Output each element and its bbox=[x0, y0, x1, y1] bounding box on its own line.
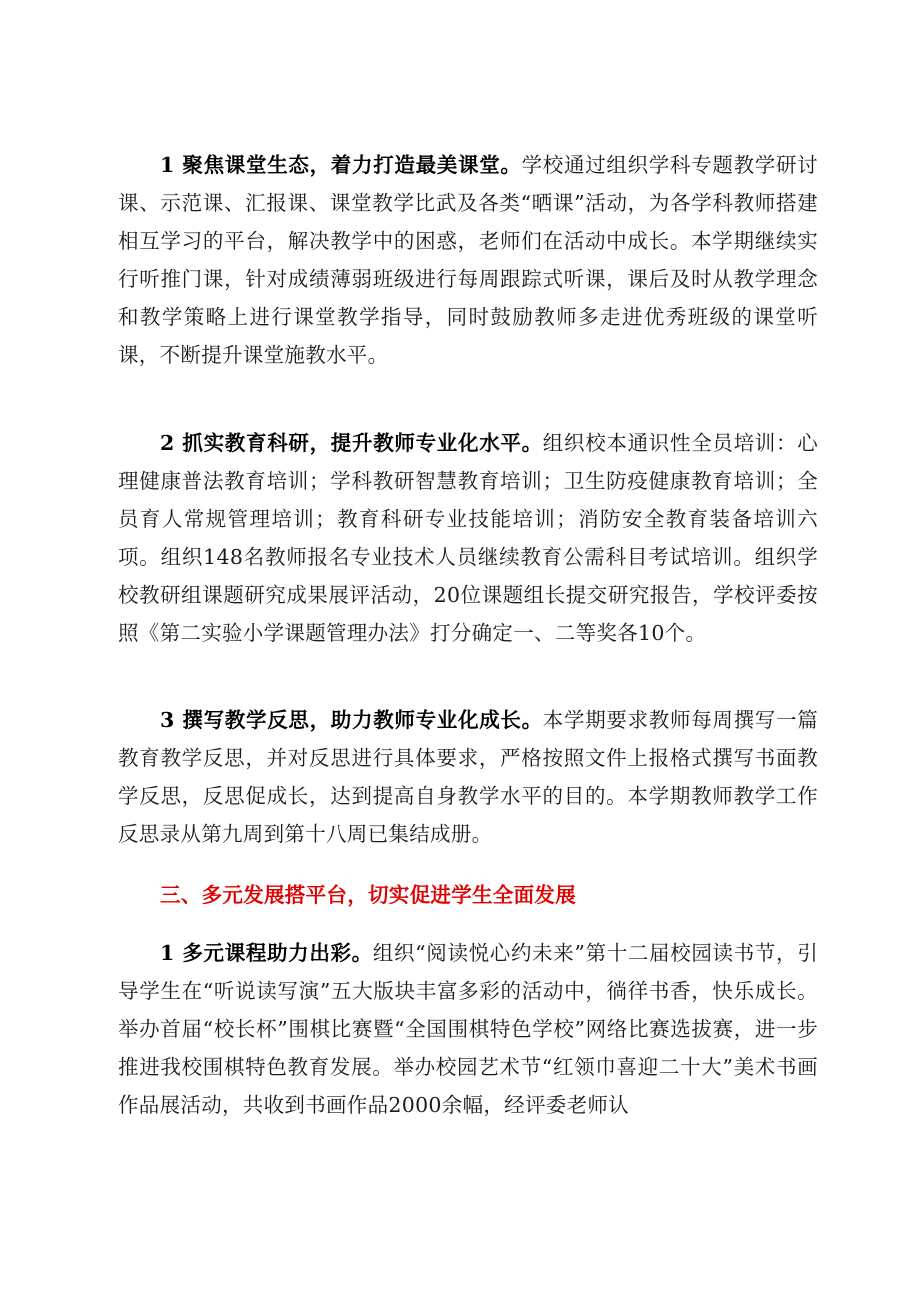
paragraph-diverse-curriculum bbox=[118, 934, 818, 1124]
paragraph-body: 组织“阅读悦心约未来”第十二届校园读书节，引导学生在“听说读写演”五大版块丰富多彩的活动中，徜徉书香，快乐成长。举办首届“校长杯”围棋比赛暨“全国围棋特色学校”网络比赛选拔赛，进一步推进我校围棋特色教育发展。举办校园艺术节“红领巾喜迎二十大”美术书画作品展活动，共收到书画作品2000余幅，经评委老师认 bbox=[118, 941, 818, 1117]
paragraph-lead: 2 抓实教育科研，提升教师专业化水平。 bbox=[160, 431, 543, 455]
paragraph-lead: 3 撰写教学反思，助力教师专业化成长。 bbox=[160, 708, 543, 732]
paragraph-education-research bbox=[118, 424, 818, 652]
section-heading: 三、多元发展搭平台，切实促进学生全面发展 bbox=[160, 883, 576, 907]
paragraph-body: 学校通过组织学科专题教学研讨课、示范课、汇报课、课堂教学比武及各类“晒课”活动，为各学科教师搭建相互学习的平台，解决教学中的困惑，老师们在活动中成长。本学期继续实行听推门课，针对成绩薄弱班级进行每周跟踪式听课，课后及时从教学理念和教学策略上进行课堂教学指导，同时鼓励教师多走进优秀班级的课堂听课，不断提升课堂施教水平。 bbox=[118, 153, 818, 367]
paragraph-body: 本学期要求教师每周撰写一篇教育教学反思，并对反思进行具体要求，严格按照文件上报格式撰写书面教学反思，反思促成长，达到提高自身教学水平的目的。本学期教师教学工作反思录从第九周到第十八周已集结成册。 bbox=[118, 708, 818, 846]
paragraph-teaching-reflection bbox=[118, 701, 818, 853]
paragraph-lead: 1 多元课程助力出彩。 bbox=[160, 941, 373, 965]
paragraph-body: 组织校本通识性全员培训：心理健康普法教育培训；学科教研智慧教育培训；卫生防疫健康教育培训；全员育人常规管理培训；教育科研专业技能培训；消防安全教育装备培训六项。组织148名教师报名专业技术人员继续教育公需科目考试培训。组织学校教研组课题研究成果展评活动，20位课题组长提交研究报告，学校评委按照《第二实验小学课题管理办法》打分确定一、二等奖各10个。 bbox=[118, 431, 818, 645]
paragraph-classroom-ecology bbox=[118, 146, 818, 374]
paragraph-lead: 1 聚焦课堂生态，着力打造最美课堂。 bbox=[160, 153, 522, 177]
